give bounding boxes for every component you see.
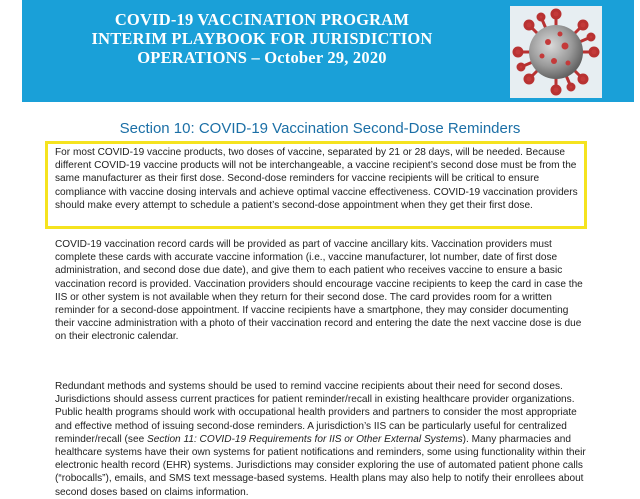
paragraph-text: Redundant methods and systems should be used to remind vaccine recipients about their need for second doses. Jurisdictions should assess current practices for patient reminder/recall in existing healthcare provider organizations. Public health programs should work with occupational health providers and partners to consider the most appropriate and effective method of issuing second-dose reminders. A jurisdiction’s IIS can be particularly useful for centralized reminder/recall (see [55, 381, 577, 445]
paragraph-reminder-systems [55, 380, 590, 499]
title-line-2: INTERIM PLAYBOOK FOR JURISDICTION [91, 29, 433, 48]
section-heading: Section 10: COVID-19 Vaccination Second-Dose Reminders [119, 120, 521, 137]
title-line-3: OPERATIONS – October 29, 2020 [137, 48, 387, 67]
paragraph-second-dose-overview: For most COVID-19 vaccine products, two doses of vaccine, separated by 21 or 28 days, will be needed. Because different COVID-19 vaccine products will not be interchangeable, a vaccine recipient’s second dose must be from the same manufacturer as their first dose. Second-dose reminders for vaccine recipients will be critical to ensure compliance with vaccine dosing intervals and achieve optimal vaccine effectiveness. COVID-19 vaccination providers should make every attempt to schedule a patient’s second-dose appointment when they get their first dose. [55, 147, 578, 211]
coronavirus-image [510, 6, 602, 98]
paragraph-text: ). Many pharmacies and healthcare systems have their own systems for patient notifications and reminders, some using functionality within their electronic health record (EHR) systems. Jurisdictions may consider exploring the use of automated patient phone calls (“robocalls”), emails, and SMS text message-based systems. Health plans may also help to notify their enrollees about second doses based on claims information. [55, 433, 586, 498]
title-line-1: COVID-19 VACCINATION PROGRAM [114, 10, 410, 29]
header-banner [22, 0, 634, 102]
paragraph-vaccination-record-cards: COVID-19 vaccination record cards will be provided as part of vaccine ancillary kits. Vaccination providers must complete these cards with accurate vaccine information (i.e., vaccine manufacturer, lot number, date of first dose administration, and second dose due date), and give them to each patient who receives vaccine to ensure a basic vaccination record is provided. Vaccination providers should encourage vaccine recipients to keep the card in case the IIS or other system is not available when they return for their second dose. The card provides room for a written reminder for a second-dose appointment. If vaccine recipients have a smartphone, they may consider documenting their vaccine administration with a photo of their vaccination record and entering the date the next vaccine dose is due on their electronic calendar. [55, 239, 583, 343]
section-reference: Section 11: COVID-19 Requirements for IIS or Other External Systems [147, 433, 463, 445]
document-title [22, 10, 502, 67]
